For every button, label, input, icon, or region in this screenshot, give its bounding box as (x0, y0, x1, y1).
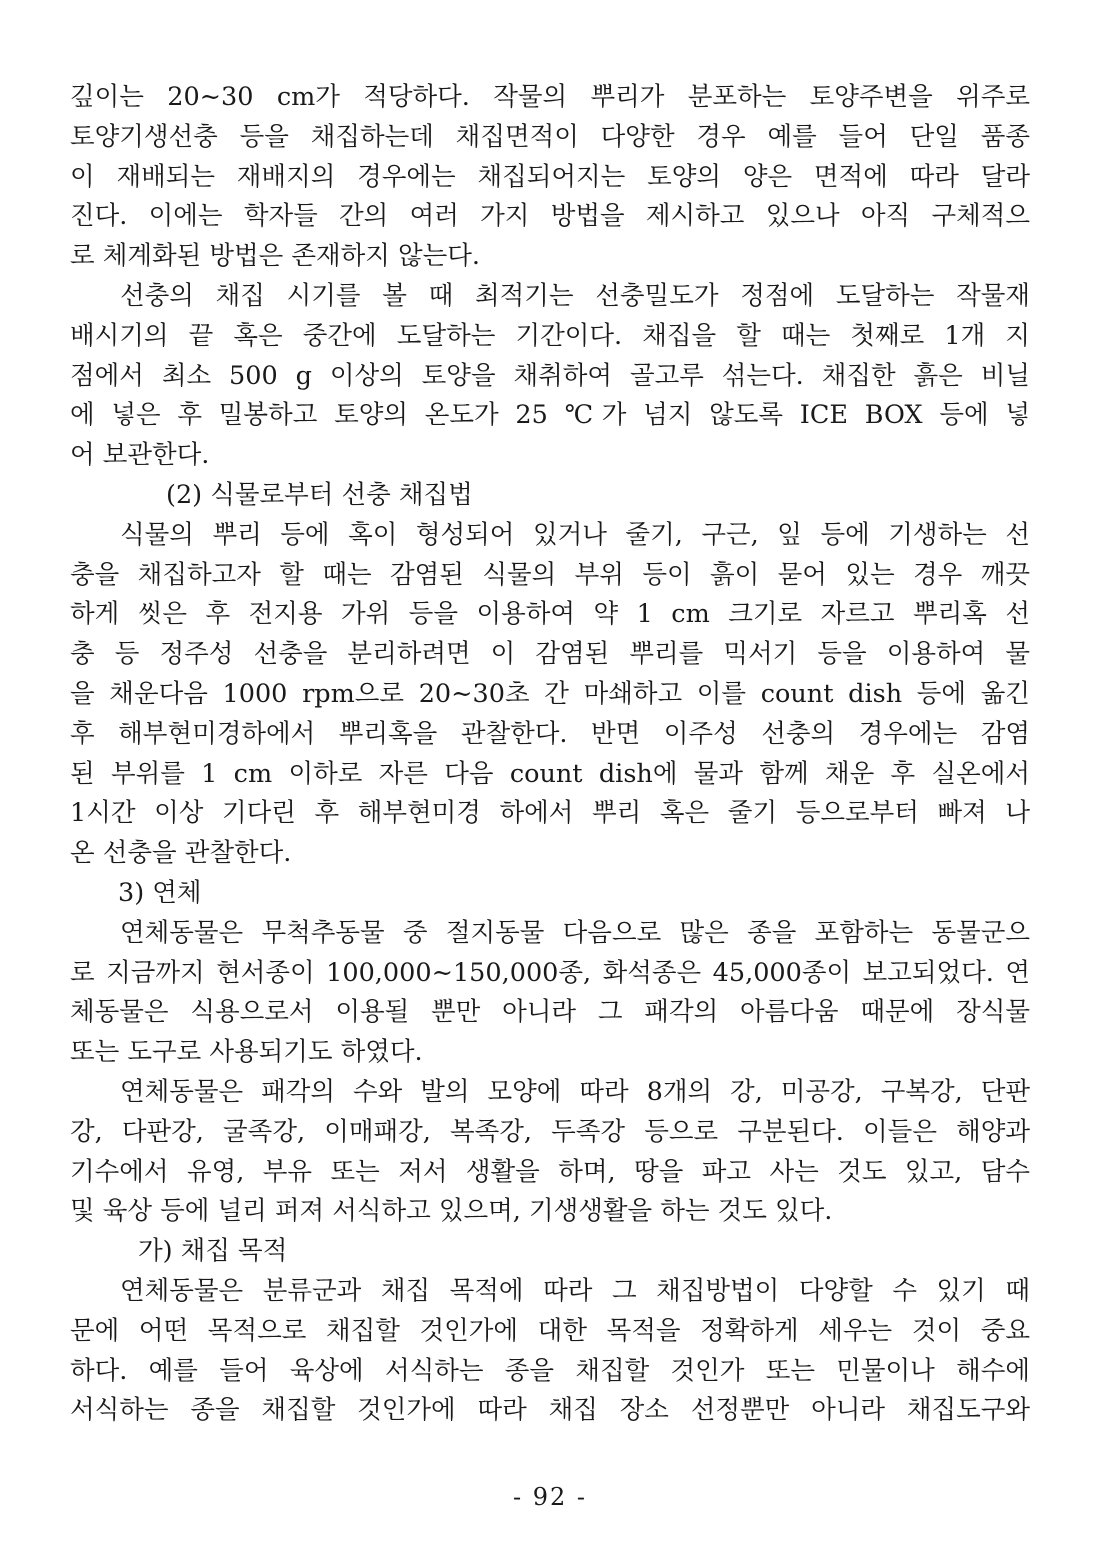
body-line: 하게 씻은 후 전지용 가위 등을 이용하여 약 1 cm 크기로 자르고 뿌리혹 선 (70, 599, 1030, 630)
body-line: 문에 어떤 목적으로 채집할 것인가에 대한 목적을 정확하게 세우는 것이 중요 (70, 1315, 1030, 1346)
body-line: 1시간 이상 기다린 후 해부현미경 하에서 뿌리 혹은 줄기 등으로부터 빠져 나 (70, 798, 1030, 829)
body-line: 연체동물은 패각의 수와 발의 모양에 따라 8개의 강, 미공강, 구복강, 단판 (120, 1076, 1030, 1107)
section-heading: 3) 연체 (118, 877, 202, 908)
body-line: 서식하는 종을 채집할 것인가에 따라 채집 장소 선정뿐만 아니라 채집도구와 (70, 1395, 1030, 1426)
body-line: 충 등 정주성 선충을 분리하려면 이 감염된 뿌리를 믹서기 등을 이용하여 물 (70, 639, 1030, 670)
body-line: 식물의 뿌리 등에 혹이 형성되어 있거나 줄기, 구근, 잎 등에 기생하는 선 (120, 519, 1030, 550)
body-line: 을 채운다음 1000 rpm으로 20∼30초 간 마쇄하고 이를 count dish 등에 옮긴 (70, 678, 1030, 709)
body-line: 및 육상 등에 널리 퍼져 서식하고 있으며, 기생생활을 하는 것도 있다. (70, 1196, 833, 1227)
body-line: 후 해부현미경하에서 뿌리혹을 관찰한다. 반면 이주성 선충의 경우에는 감염 (70, 718, 1030, 749)
body-line: 충을 채집하고자 할 때는 감염된 식물의 부위 등이 흙이 묻어 있는 경우 깨끗 (70, 559, 1030, 590)
body-line: 된 부위를 1 cm 이하로 자른 다음 count dish에 물과 함께 채운 후 실온에서 (70, 758, 1030, 789)
body-line: 하다. 예를 들어 육상에 서식하는 종을 채집할 것인가 또는 민물이나 해수에 (70, 1355, 1030, 1386)
body-line: 로 지금까지 현서종이 100,000∼150,000종, 화석종은 45,000종이 보고되었다. 연 (70, 957, 1030, 988)
section-heading: (2) 식물로부터 선충 채집법 (166, 479, 473, 510)
body-line: 토양기생선충 등을 채집하는데 채집면적이 다양한 경우 예를 들어 단일 품종 (70, 121, 1030, 152)
body-line: 에 넣은 후 밀봉하고 토양의 온도가 25 ℃가 넘지 않도록 ICE BOX 등에 넣 (70, 400, 1030, 431)
body-line: 기수에서 유영, 부유 또는 저서 생활을 하며, 땅을 파고 사는 것도 있고, 담수 (70, 1156, 1030, 1187)
body-line: 또는 도구로 사용되기도 하였다. (70, 1037, 423, 1068)
body-line: 점에서 최소 500 g 이상의 토양을 채취하여 골고루 섞는다. 채집한 흙은 비닐 (70, 360, 1030, 391)
section-heading: 가) 채집 목적 (138, 1236, 288, 1267)
body-line: 배시기의 끝 혹은 중간에 도달하는 기간이다. 채집을 할 때는 첫째로 1개 지 (70, 320, 1030, 351)
page-number: - 92 - (512, 1483, 587, 1511)
body-line: 연체동물은 분류군과 채집 목적에 따라 그 채집방법이 다양할 수 있기 때 (120, 1275, 1030, 1306)
body-line: 진다. 이에는 학자들 간의 여러 가지 방법을 제시하고 있으나 아직 구체적으 (70, 201, 1030, 232)
body-line: 강, 다판강, 굴족강, 이매패강, 복족강, 두족강 등으로 구분된다. 이들은 해양과 (70, 1116, 1030, 1147)
document-body (70, 78, 1030, 1431)
body-line: 온 선충을 관찰한다. (70, 838, 292, 869)
body-line: 어 보관한다. (70, 440, 210, 471)
body-line: 깊이는 20∼30 cm가 적당하다. 작물의 뿌리가 분포하는 토양주변을 위주로 (70, 82, 1030, 112)
body-line: 체동물은 식용으로서 이용될 뿐만 아니라 그 패각의 아름다움 때문에 장식물 (70, 997, 1030, 1028)
body-line: 로 체계화된 방법은 존재하지 않는다. (70, 241, 481, 272)
body-line: 연체동물은 무척추동물 중 절지동물 다음으로 많은 종을 포함하는 동물군으 (120, 917, 1030, 948)
body-line: 선충의 채집 시기를 볼 때 최적기는 선충밀도가 정점에 도달하는 작물재 (120, 280, 1030, 311)
body-line: 이 재배되는 재배지의 경우에는 채집되어지는 토양의 양은 면적에 따라 달라 (70, 161, 1030, 192)
